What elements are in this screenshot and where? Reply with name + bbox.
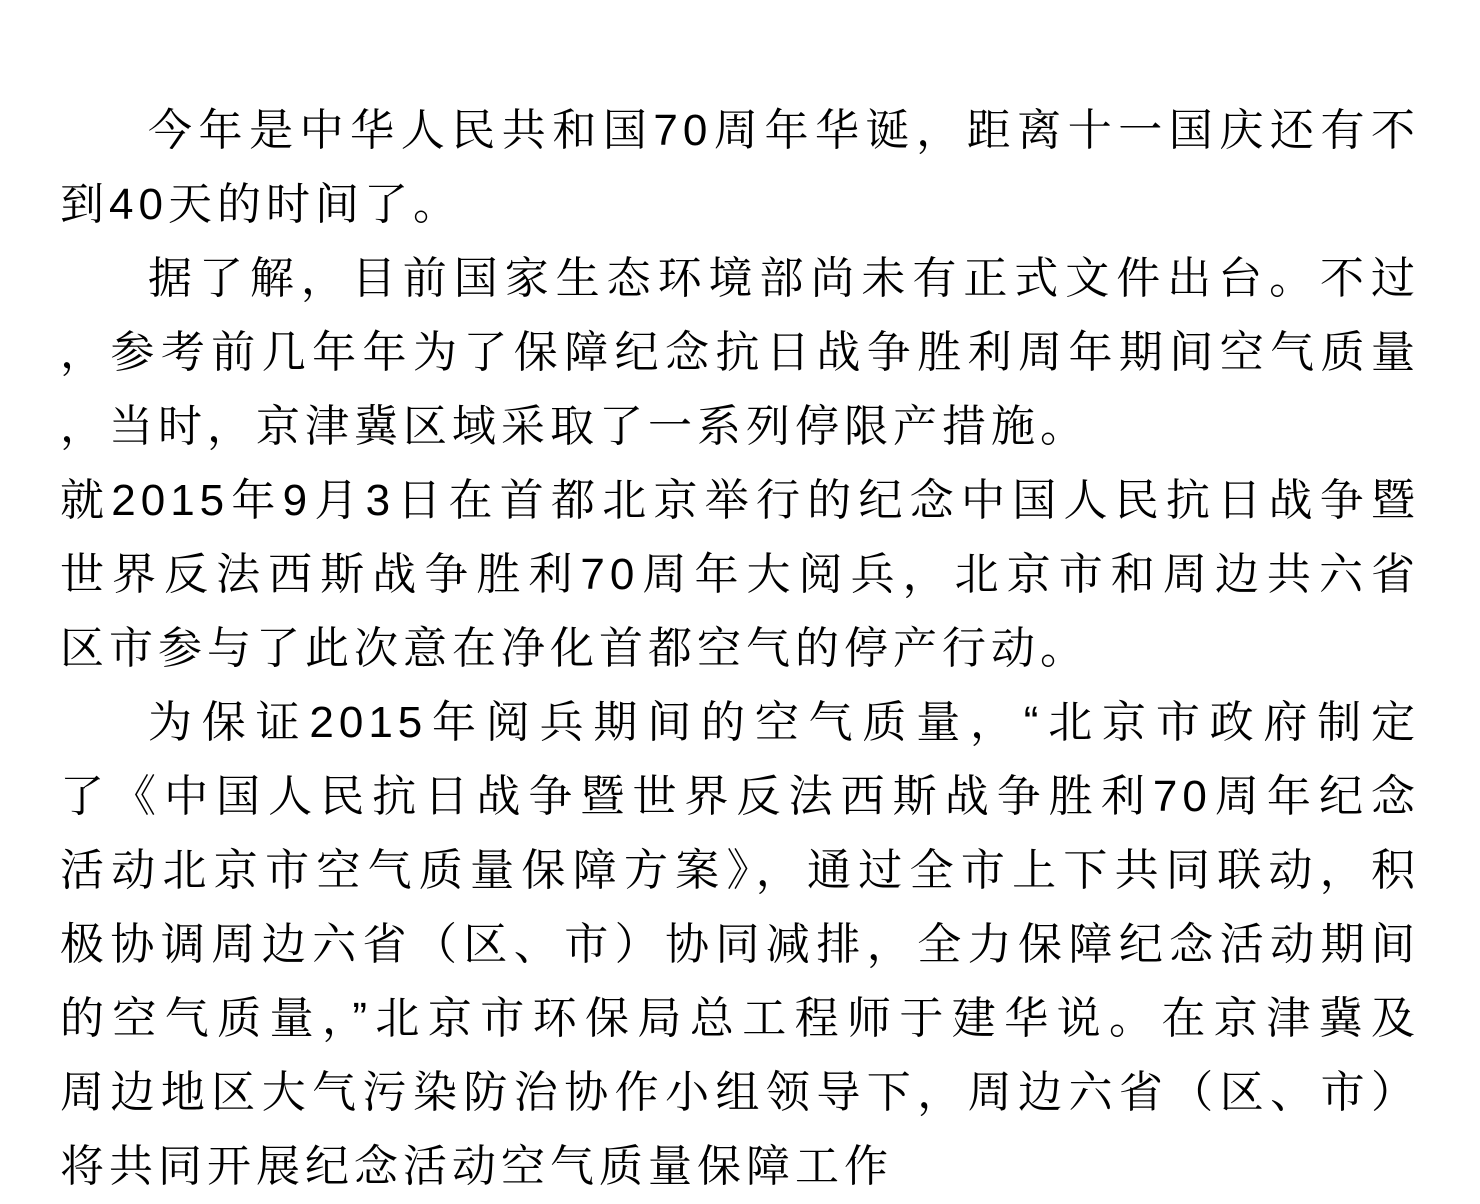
text-line-11: 活动北京市空气质量保障方案》，通过全市上下共同联动，积 xyxy=(60,846,1420,895)
text-line-13: 的空气质量，”北京市环保局总工程师于建华说。在京津冀及 xyxy=(60,994,1420,1043)
text-line-6: 就2015年9月3日在首都北京举行的纪念中国人民抗日战争暨 xyxy=(60,476,1420,525)
text-line-15: 将共同开展纪念活动空气质量保障工作 xyxy=(60,1142,893,1191)
text-line-7: 世界反法西斯战争胜利70周年大阅兵，北京市和周边共六省 xyxy=(60,550,1420,599)
text-line-4: ，参考前几年年为了保障纪念抗日战争胜利周年期间空气质量 xyxy=(60,328,1420,377)
text-line-10: 了《中国人民抗日战争暨世界反法西斯战争胜利70周年纪念 xyxy=(60,772,1420,821)
text-line-12: 极协调周边六省（区、市）协同减排，全力保障纪念活动期间 xyxy=(60,920,1420,969)
text-line-3: 据了解，目前国家生态环境部尚未有正式文件出台。不过 xyxy=(148,254,1420,303)
article-text-block xyxy=(60,94,1420,1204)
text-line-8: 区市参与了此次意在净化首都空气的停产行动。 xyxy=(60,624,1089,673)
text-line-1: 今年是中华人民共和国70周年华诞，距离十一国庆还有不 xyxy=(148,106,1420,155)
text-line-2: 到40天的时间了。 xyxy=(60,180,462,229)
text-line-14: 周边地区大气污染防治协作小组领导下，周边六省（区、市） xyxy=(60,1068,1420,1117)
text-line-5: ，当时，京津冀区域采取了一系列停限产措施。 xyxy=(60,402,1089,451)
text-line-9: 为保证2015年阅兵期间的空气质量，“北京市政府制定 xyxy=(148,698,1420,747)
